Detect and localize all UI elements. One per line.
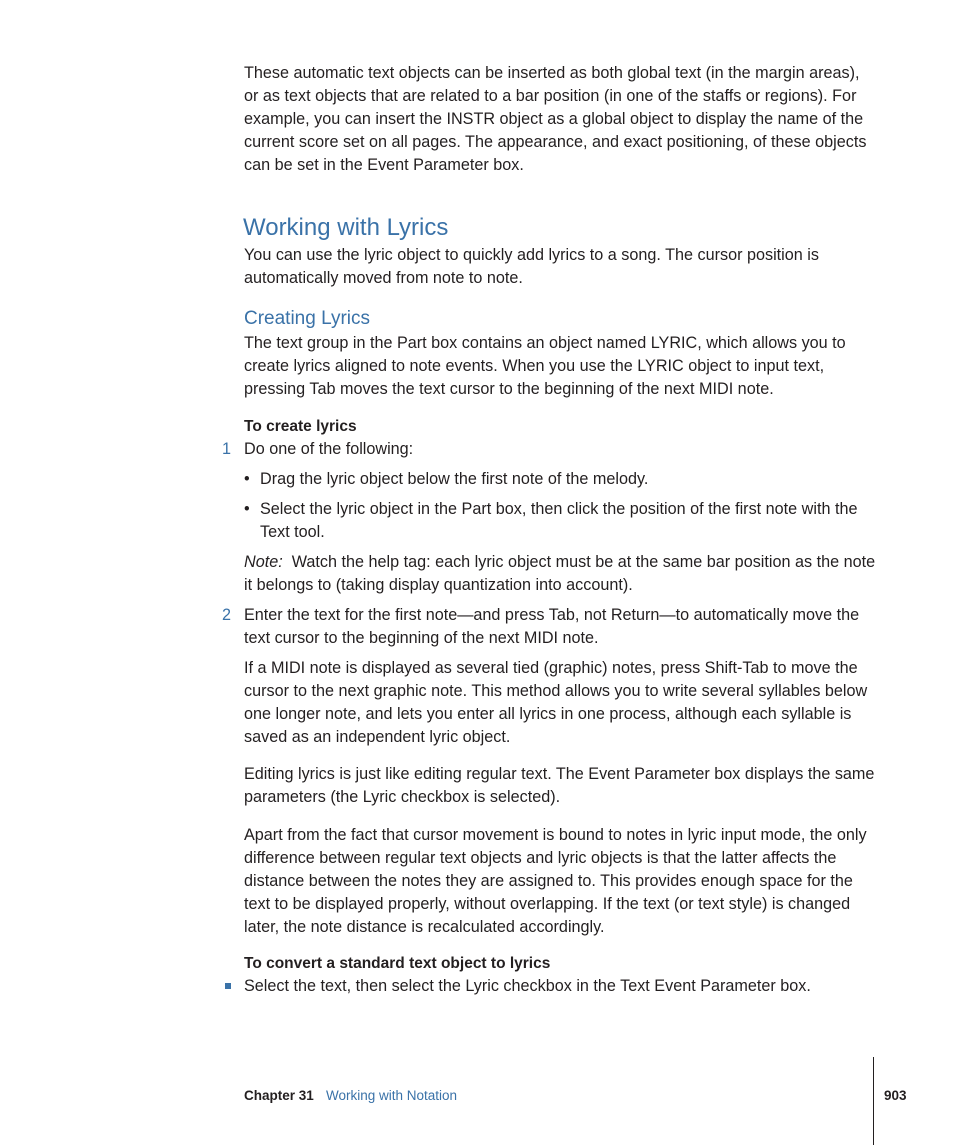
note-paragraph	[244, 551, 876, 597]
note-label: Note:	[244, 553, 283, 571]
task-title-convert: To convert a standard text object to lyrics	[244, 955, 551, 972]
section-heading: Working with Lyrics	[243, 214, 449, 241]
section-intro: You can use the lyric object to quickly add lyrics to a song. The cursor position is automatically moved from note to note.	[244, 246, 819, 287]
bullet-item-2: Select the lyric object in the Part box, then click the position of the first note with the Text tool.	[260, 500, 858, 541]
step-text-2: Enter the text for the first note—and press Tab, not Return—to automatically move the text cursor to the beginning of the next MIDI note.	[244, 606, 860, 647]
step-number-2: 2	[222, 606, 232, 624]
intro-paragraph: These automatic text objects can be inserted as both global text (in the margin areas), or as text objects that are related to a bar position (in one of the staffs or regions). For example, you can insert the INSTR object as a global object to display the name of the current score set on all pages. The appearance, and exact positioning, of these objects can be set in the Event Parameter box.	[244, 64, 867, 174]
step-number-1: 1	[222, 440, 232, 458]
step-text-1: Do one of the following:	[244, 440, 414, 458]
bullet-item-1: Drag the lyric object below the first note of the melody.	[260, 470, 649, 488]
paragraph-editing: Editing lyrics is just like editing regular text. The Event Parameter box displays the same parameters (the Lyric checkbox is selected).	[244, 765, 875, 806]
convert-step-text: Select the text, then select the Lyric checkbox in the Text Event Parameter box.	[244, 977, 811, 995]
subsection-heading: Creating Lyrics	[244, 308, 371, 329]
step-2-followup: If a MIDI note is displayed as several tied (graphic) notes, press Shift-Tab to move the cursor to the next graphic note. This method allows you to write several syllables below one longer note, and lets you enter all lyrics in one process, although each syllable is saved as an independent lyric object.	[244, 659, 868, 746]
paragraph-difference: Apart from the fact that cursor movement is bound to notes in lyric input mode, the only difference between regular text objects and lyric objects is that the latter affects the distance between the notes they are assigned to. This provides enough space for the text to be displayed properly, without overlapping. If the text (or text style) is changed later, the note distance is recalculated accordingly.	[244, 826, 867, 936]
task-title-create-lyrics: To create lyrics	[244, 418, 357, 435]
page-number: 903	[884, 1088, 907, 1103]
footer-chapter-title: Working with Notation	[326, 1088, 458, 1103]
subsection-intro: The text group in the Part box contains an object named LYRIC, which allows you to create lyrics aligned to note events. When you use the LYRIC object to input text, pressing Tab moves the text cursor to the beginning of the next MIDI note.	[244, 334, 846, 398]
note-text: Watch the help tag: each lyric object must be at the same bar position as the note it belongs to (taking display quantization into account).	[244, 553, 876, 594]
bullet-icon: •	[244, 470, 250, 488]
bullet-icon: •	[244, 500, 250, 518]
footer-divider	[873, 1057, 874, 1145]
footer-chapter: Chapter 31	[244, 1088, 314, 1103]
square-bullet-icon	[225, 983, 231, 989]
